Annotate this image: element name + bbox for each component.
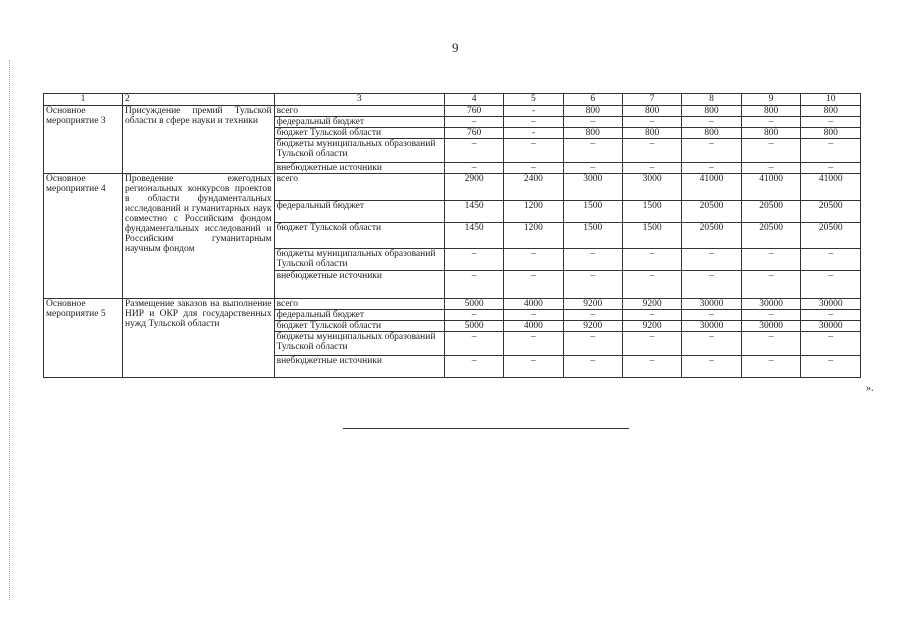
value-cell: 30000 (682, 299, 742, 310)
funding-source: федеральный бюджет (274, 117, 444, 128)
value-cell: 800 (622, 106, 681, 117)
value-cell: – (444, 271, 503, 299)
value-cell: 41000 (801, 174, 861, 201)
value-cell: – (504, 310, 563, 321)
event-description: Проведение ежегодных региональных конкурсов проектов в области фундаментальных исследований и гуманитарных наук совместно с Российским фондом фундаментальных исследований и Российским гуманитарным научным фондом (122, 174, 274, 299)
funding-source: федеральный бюджет (274, 201, 444, 223)
value-cell: – (444, 356, 503, 378)
funding-source: бюджет Тульской области (274, 321, 444, 332)
value-cell: – (444, 163, 503, 174)
value-cell: – (444, 332, 503, 356)
header-cell: 7 (622, 94, 681, 106)
value-cell: 3000 (563, 174, 622, 201)
value-cell: 760 (444, 128, 503, 139)
value-cell: 800 (622, 128, 681, 139)
value-cell: 800 (741, 128, 801, 139)
value-cell: 800 (801, 128, 861, 139)
value-cell: – (741, 310, 801, 321)
value-cell: 5000 (444, 299, 503, 310)
value-cell: 20500 (741, 223, 801, 249)
closing-quote-mark: ». (866, 383, 874, 394)
value-cell: – (622, 163, 681, 174)
value-cell: – (504, 117, 563, 128)
value-cell: 9200 (563, 321, 622, 332)
value-cell: – (622, 139, 681, 163)
budget-table (43, 93, 861, 378)
value-cell: - (504, 106, 563, 117)
table-header-row (44, 94, 861, 106)
value-cell: – (741, 139, 801, 163)
value-cell: – (504, 163, 563, 174)
value-cell: – (444, 310, 503, 321)
value-cell: – (444, 117, 503, 128)
value-cell: – (741, 249, 801, 271)
value-cell: – (504, 139, 563, 163)
value-cell: – (504, 271, 563, 299)
value-cell: – (622, 310, 681, 321)
value-cell: – (741, 163, 801, 174)
funding-source: бюджет Тульской области (274, 223, 444, 249)
value-cell: – (741, 356, 801, 378)
value-cell: 30000 (741, 299, 801, 310)
value-cell: 1450 (444, 201, 503, 223)
value-cell: 30000 (741, 321, 801, 332)
value-cell: 41000 (682, 174, 742, 201)
value-cell: 9200 (622, 299, 681, 310)
value-cell: 30000 (801, 321, 861, 332)
funding-source: бюджет Тульской области (274, 128, 444, 139)
funding-source: бюджеты муниципальных образований Тульской области (274, 249, 444, 271)
value-cell: 1200 (504, 201, 563, 223)
funding-source: бюджеты муниципальных образований Тульской области (274, 332, 444, 356)
value-cell: 800 (741, 106, 801, 117)
event-label: Основное мероприятие 3 (44, 106, 123, 174)
value-cell: 4000 (504, 299, 563, 310)
header-cell: 9 (741, 94, 801, 106)
value-cell: – (444, 139, 503, 163)
header-cell: 6 (563, 94, 622, 106)
value-cell: – (682, 271, 742, 299)
value-cell: – (801, 163, 861, 174)
value-cell: 20500 (801, 223, 861, 249)
value-cell: – (682, 249, 742, 271)
funding-source: всего (274, 299, 444, 310)
event-label: Основное мероприятие 5 (44, 299, 123, 378)
funding-source: внебюджетные источники (274, 271, 444, 299)
value-cell: 9200 (563, 299, 622, 310)
value-cell: 1500 (563, 223, 622, 249)
value-cell: – (563, 163, 622, 174)
value-cell: 20500 (682, 201, 742, 223)
value-cell: 9200 (622, 321, 681, 332)
value-cell: – (801, 117, 861, 128)
value-cell: – (563, 249, 622, 271)
value-cell: – (504, 332, 563, 356)
value-cell: – (682, 332, 742, 356)
value-cell: – (622, 249, 681, 271)
funding-source: федеральный бюджет (274, 310, 444, 321)
value-cell: 1500 (563, 201, 622, 223)
value-cell: – (801, 139, 861, 163)
value-cell: – (563, 310, 622, 321)
value-cell: – (622, 271, 681, 299)
header-cell: 5 (504, 94, 563, 106)
value-cell: 4000 (504, 321, 563, 332)
header-cell: 10 (801, 94, 861, 106)
value-cell: – (682, 163, 742, 174)
funding-source: бюджеты муниципальных образований Тульской области (274, 139, 444, 163)
funding-source: всего (274, 174, 444, 201)
value-cell: – (563, 356, 622, 378)
event-description: Размещение заказов на выполнение НИР и ОКР для государственных нужд Тульской области (122, 299, 274, 378)
value-cell: – (504, 249, 563, 271)
funding-source: внебюджетные источники (274, 163, 444, 174)
value-cell: – (682, 310, 742, 321)
value-cell: – (801, 271, 861, 299)
page-number: 9 (452, 40, 459, 55)
value-cell: – (504, 356, 563, 378)
value-cell: – (682, 117, 742, 128)
header-cell: 8 (682, 94, 742, 106)
value-cell: – (563, 332, 622, 356)
header-cell: 1 (44, 94, 123, 106)
value-cell: 760 (444, 106, 503, 117)
event-description: Присуждение премий Тульской области в сфере науки и техники (122, 106, 274, 174)
value-cell: – (563, 271, 622, 299)
table-row (44, 106, 861, 117)
value-cell: 5000 (444, 321, 503, 332)
value-cell: 1500 (622, 201, 681, 223)
value-cell: 20500 (741, 201, 801, 223)
value-cell: 800 (563, 128, 622, 139)
value-cell: 30000 (801, 299, 861, 310)
table-row (44, 174, 861, 201)
value-cell: 20500 (682, 223, 742, 249)
value-cell: 1200 (504, 223, 563, 249)
header-cell: 3 (274, 94, 444, 106)
value-cell: – (801, 332, 861, 356)
bottom-rule (343, 428, 629, 429)
scan-margin-dots (9, 60, 12, 600)
value-cell: - (504, 128, 563, 139)
value-cell: – (801, 356, 861, 378)
value-cell: 3000 (622, 174, 681, 201)
value-cell: – (741, 271, 801, 299)
value-cell: 1450 (444, 223, 503, 249)
value-cell: – (444, 249, 503, 271)
value-cell: – (622, 356, 681, 378)
value-cell: – (801, 249, 861, 271)
value-cell: 30000 (682, 321, 742, 332)
value-cell: – (682, 139, 742, 163)
value-cell: 41000 (741, 174, 801, 201)
header-cell: 4 (444, 94, 503, 106)
value-cell: – (622, 332, 681, 356)
value-cell: – (563, 139, 622, 163)
table-row (44, 299, 861, 310)
value-cell: 20500 (801, 201, 861, 223)
value-cell: 800 (682, 106, 742, 117)
value-cell: 1500 (622, 223, 681, 249)
funding-source: всего (274, 106, 444, 117)
value-cell: – (682, 356, 742, 378)
value-cell: 800 (682, 128, 742, 139)
value-cell: – (801, 310, 861, 321)
value-cell: 2900 (444, 174, 503, 201)
value-cell: 800 (563, 106, 622, 117)
value-cell: – (741, 332, 801, 356)
value-cell: 2400 (504, 174, 563, 201)
value-cell: – (563, 117, 622, 128)
value-cell: – (741, 117, 801, 128)
funding-source: внебюджетные источники (274, 356, 444, 378)
value-cell: – (622, 117, 681, 128)
event-label: Основное мероприятие 4 (44, 174, 123, 299)
value-cell: 800 (801, 106, 861, 117)
header-cell: 2 (122, 94, 274, 106)
